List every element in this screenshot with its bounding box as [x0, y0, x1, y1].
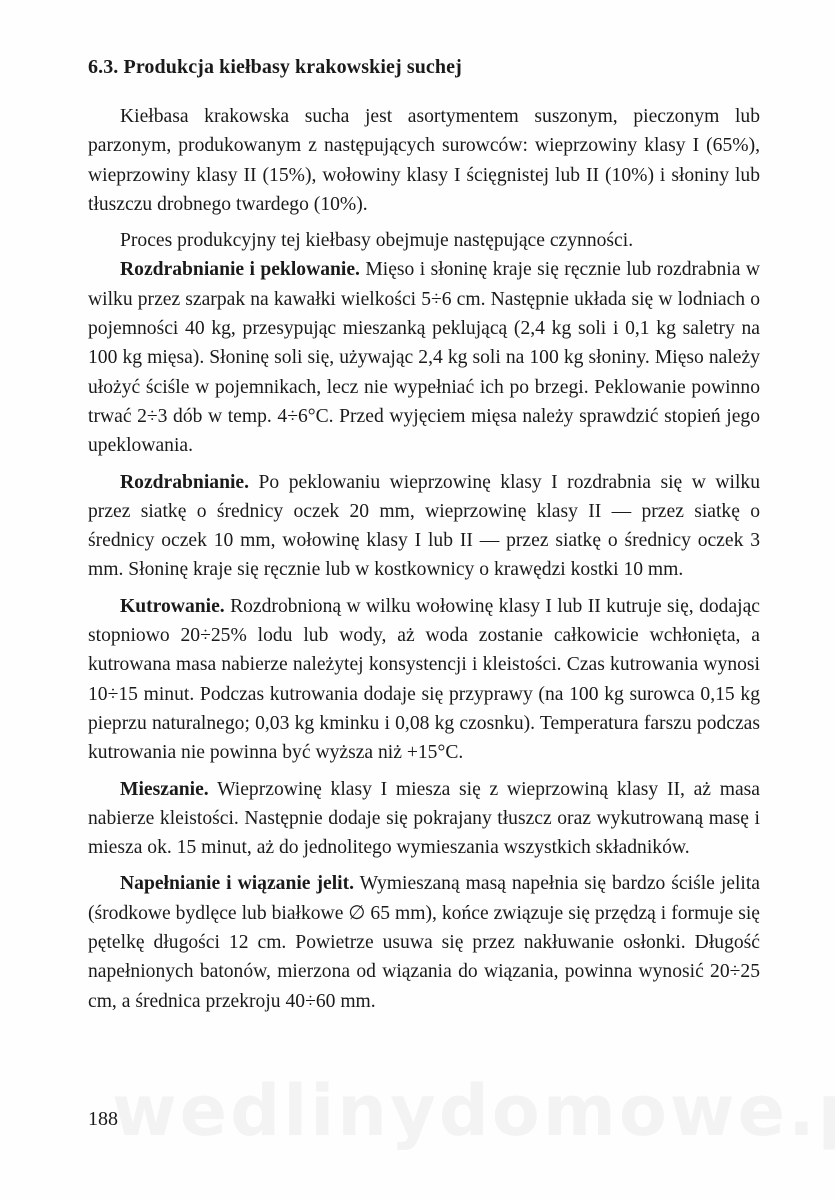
paragraph-intro: Kiełbasa krakowska sucha jest asortymentem suszonym, pieczonym lub parzonym, produkowanym z następujących surowców: wieprzowiny klasy I (65%), wieprzowiny klasy II (15%), wołowiny klasy I ścięgnistej lub II (10%) i słoniny lub tłuszczu drobnego twardego (10%).: [88, 106, 760, 215]
paragraph-grinding-curing: [88, 255, 760, 460]
run-in-heading: Napełnianie i wiązanie jelit.: [120, 873, 355, 895]
paragraph-process: Proces produkcyjny tej kiełbasy obejmuje następujące czynności.: [120, 230, 634, 252]
body-text: [88, 102, 760, 1016]
paragraph-cutting: [88, 592, 760, 768]
watermark: [112, 1070, 752, 1152]
run-in-heading: Kutrowanie.: [120, 595, 225, 617]
section-heading: 6.3. Produkcja kiełbasy krakowskiej suchej: [88, 56, 462, 78]
paragraph-stuffing: [88, 869, 760, 1015]
paragraph-text: Po peklowaniu wieprzowinę klasy I rozdrabnia się w wilku przez siatkę o średnicy oczek 20 mm, wieprzowinę klasy II — przez siatkę o średnicy oczek 10 mm, wołowinę klasy I lub II — przez siatkę o średnicy oczek 3 mm. Słoninę kraje się ręcznie lub w kostkownicy o krawędzi kostki 10 mm.: [88, 471, 760, 581]
run-in-heading: Rozdrabnianie.: [120, 471, 250, 493]
paragraph-grinding: [88, 468, 760, 585]
paragraph-text: Rozdrobnioną w wilku wołowinę klasy I lub II kutruje się, dodając stopniowo 20÷25% lodu lub wody, aż woda zostanie całkowicie wchłonięta, a kutrowana masa nabierze należytej konsystencji i kleistości. Czas kutrowania wynosi 10÷15 minut. Podczas kutrowania dodaje się przyprawy (na 100 kg surowca 0,15 kg pieprzu naturalnego; 0,03 kg kminku i 0,08 kg czosnku). Temperatura farszu podczas kutrowania nie powinna być wyższa niż +15°C.: [88, 595, 760, 764]
run-in-heading: Mieszanie.: [120, 778, 209, 800]
paragraph-text: Wymieszaną masą napełnia się bardzo ściśle jelita (środkowe bydlęce lub białkowe ∅ 65 mm), końce związuje się przędzą i formuje się pętelkę długości 12 cm. Powietrze usuwa się przez nakłuwanie osłonki. Długość napełnionych batonów, mierzona od wiązania do wiązania, powinna wynosić 20÷25 cm, a średnica przekroju 40÷60 mm.: [88, 873, 760, 1012]
paragraph-text: Mięso i słoninę kraje się ręcznie lub rozdrabnia w wilku przez szarpak na kawałki wielkości 5÷6 cm. Następnie układa się w lodniach o pojemności 40 kg, przesypując mieszanką peklującą (2,4 kg soli i 0,1 kg saletry na 100 kg mięsa). Słoninę soli się, używając 2,4 kg soli na 100 kg słoniny. Mięso należy ułożyć ściśle w pojemnikach, lecz nie wypełniać ich po brzegi. Peklowanie powinno trwać 2÷3 dób w temp. 4÷6°C. Przed wyjęciem mięsa należy sprawdzić stopień jego upeklowania.: [88, 259, 760, 457]
paragraph-mixing: [88, 775, 760, 863]
paragraph-text: Wieprzowinę klasy I miesza się z wieprzowiną klasy II, aż masa nabierze kleistości. Następnie dodaje się pokrajany tłuszcz oraz wykutrowaną masę i miesza ok. 15 minut, aż do jednolitego wymieszania wszystkich składników.: [88, 778, 760, 859]
page-number: 188: [88, 1108, 118, 1130]
run-in-heading: Rozdrabnianie i peklowanie.: [120, 259, 360, 281]
